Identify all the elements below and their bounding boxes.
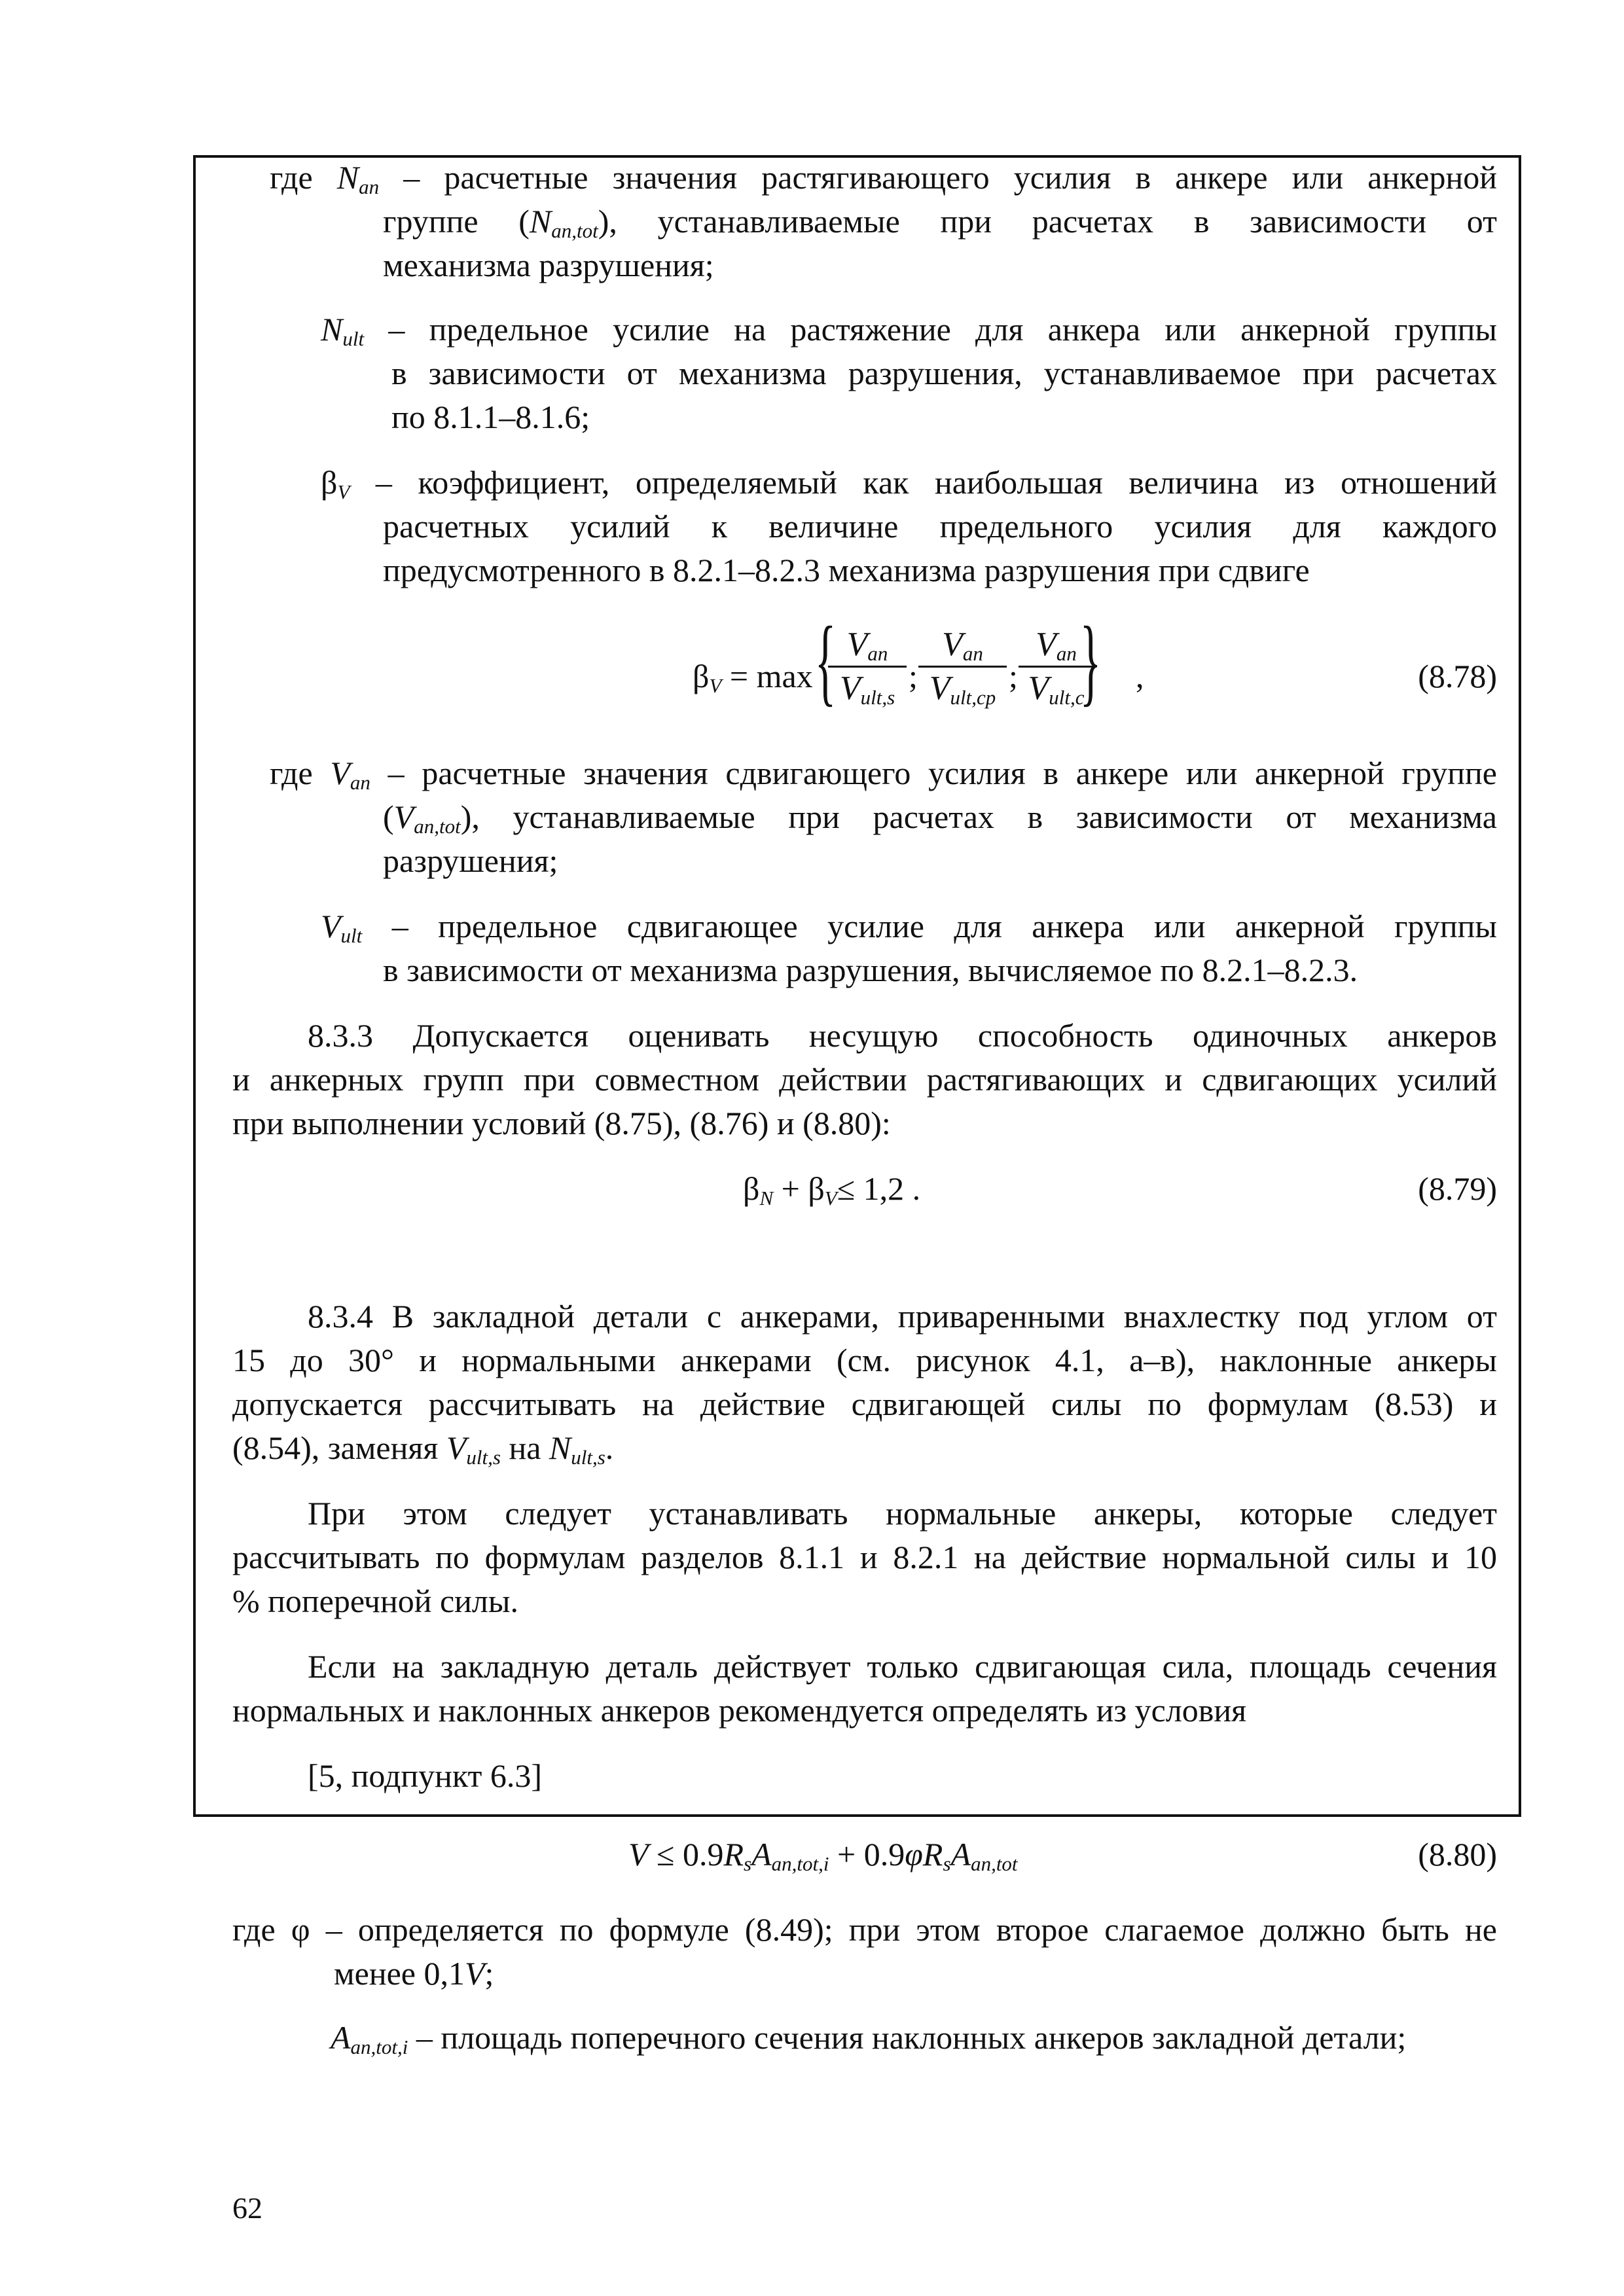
p833-line3: при выполнении условий (8.75), (8.76) и (8.80):	[232, 1105, 891, 1141]
p-shear-reference: [5, подпункт 6.3]	[308, 1757, 543, 1794]
p-normal-line3: % поперечной силы.	[232, 1583, 518, 1619]
def-van-line1: где $V_{an}$ – расчетные значения сдвигающего усилия в анкере или анкерной группе	[270, 755, 1497, 794]
eq879-formula: $\beta_N + \beta_V\le 1,2$ .	[743, 1170, 921, 1210]
p834-line3: допускается рассчитывать на действие сдвигающей силы по формулам (8.53) и	[232, 1386, 1497, 1422]
def-phi-line2: менее 0,1V;	[334, 1955, 494, 1992]
eq878-fraction-1: $V_{an}$ $V_{ult,s}$	[828, 625, 907, 708]
eq878-sep-2: ;	[1009, 658, 1018, 694]
p834-line1: 8.3.4 В закладной детали с анкерами, приваренными внахлестку под углом от	[308, 1298, 1497, 1335]
p833-line1: 8.3.3 Допускается оценивать несущую способность одиночных анкеров	[308, 1017, 1497, 1054]
p-shear-line2: нормальных и наклонных анкеров рекомендуется определять из условия	[232, 1692, 1247, 1729]
p-normal-line1: При этом следует устанавливать нормальные анкеры, которые следует	[308, 1495, 1497, 1532]
def-betav-line2: расчетных усилий к величине предельного усилия для каждого	[383, 508, 1497, 545]
def-van-line2: $(V_{an,tot})$, устанавливаемые при расчетах в зависимости от механизма	[383, 798, 1497, 838]
p834-line2: 15 до 30° и нормальными анкерами (см. рисунок 4.1, а–в), наклонные анкеры	[232, 1342, 1497, 1378]
def-vult-line1: $V_{ult}$ – предельное сдвигающее усилие для анкера или анкерной группы	[321, 908, 1497, 947]
eq878-number: (8.78)	[1418, 658, 1497, 694]
eq879-number: (8.79)	[1418, 1170, 1497, 1207]
p-normal-line2: рассчитывать по формулам разделов 8.1.1 и 8.2.1 на действие нормальной силы и 10	[232, 1539, 1497, 1575]
def-nan-line3: механизма разрушения;	[383, 247, 714, 283]
eq880-number: (8.80)	[1418, 1836, 1497, 1873]
def-nult-line2: в зависимости от механизма разрушения, устанавливаемое при расчетах	[391, 355, 1497, 391]
eq878-trailing-comma: ,	[1136, 658, 1144, 694]
def-nan-line2: группе $(N_{an,tot})$, устанавливаемые при расчетах в зависимости от	[383, 203, 1497, 242]
def-nult-line1: $N_{ult}$ – предельное усилие на растяжение для анкера или анкерной группы	[321, 311, 1497, 350]
eq878-sep-1: ;	[909, 658, 918, 694]
page-number: 62	[232, 2191, 262, 2225]
eq878-left-brace: {	[814, 607, 837, 715]
eq878-fraction-2: $V_{an}$ $V_{ult,cp}$	[918, 625, 1007, 708]
p-shear-line1: Если на закладную деталь действует только сдвигающая сила, площадь сечения	[308, 1648, 1497, 1685]
def-betav-line3: предусмотренного в 8.2.1–8.2.3 механизма разрушения при сдвиге	[383, 552, 1310, 588]
def-nult-line3: по 8.1.1–8.1.6;	[391, 399, 590, 435]
eq878-lhs: $\beta_V = \max$	[693, 658, 813, 697]
def-nan-line1: где $N_{an}$ – расчетные значения растягивающего усилия в анкере или анкерной	[270, 159, 1498, 198]
def-betav-line1: $\beta_V$ – коэффициент, определяемый как наибольшая величина из отношений	[321, 464, 1497, 503]
def-vult-line2: в зависимости от механизма разрушения, вычисляемое по 8.2.1–8.2.3.	[383, 952, 1358, 988]
eq878-fraction-3: $V_{an}$ $V_{ult,c}$	[1019, 625, 1094, 708]
def-aan-line: $A_{an,tot,i}$ – площадь поперечного сечения наклонных анкеров закладной детали;	[331, 2019, 1407, 2058]
def-van-line3: разрушения;	[383, 842, 558, 879]
def-phi-line1: где φ – определяется по формуле (8.49); при этом второе слагаемое должно быть не	[232, 1911, 1497, 1948]
eq878-right-brace: }	[1079, 607, 1102, 715]
eq880-formula: $V \le 0.9R_sA_{an,tot,i} + 0.9\varphi R_sA_{an,tot}$	[628, 1836, 1018, 1875]
p833-line2: и анкерных групп при совместном действии растягивающих и сдвигающих усилий	[232, 1061, 1497, 1098]
p834-line4: (8.54), заменяя $V_{ult,s}$ на $N_{ult,s}$.	[232, 1429, 614, 1469]
